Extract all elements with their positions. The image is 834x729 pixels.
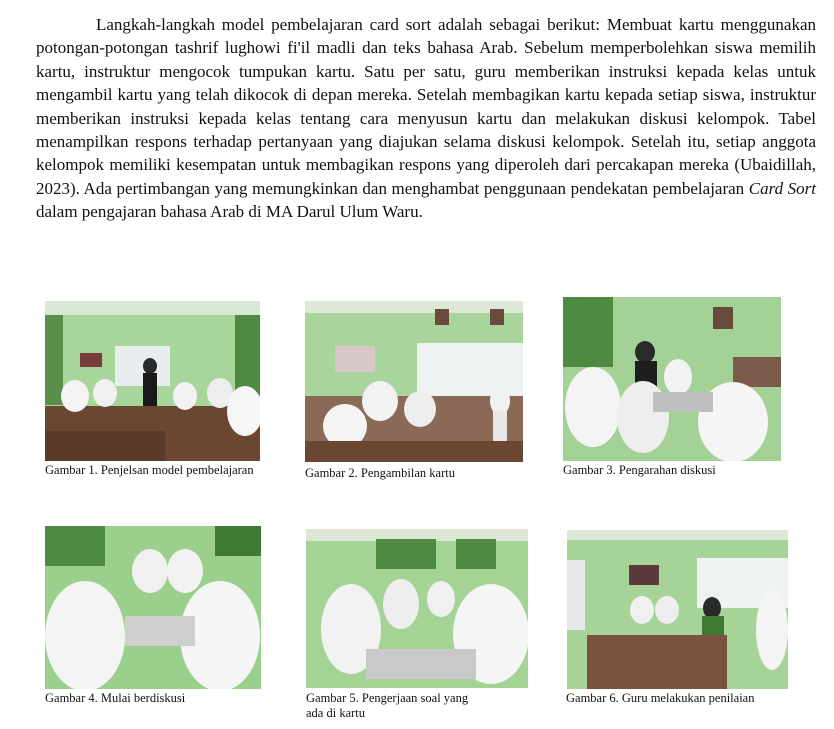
- photo-3: [563, 297, 781, 461]
- caption-6: Gambar 6. Guru melakukan penilaian: [566, 691, 755, 705]
- body-paragraph: [36, 13, 816, 224]
- photo-4: [45, 526, 261, 689]
- caption-3: Gambar 3. Pengarahan diskusi: [563, 463, 716, 477]
- photo-1: [45, 301, 260, 461]
- caption-5: Gambar 5. Pengerjaan soal yang ada di kartu: [306, 691, 469, 720]
- caption-2: Gambar 2. Pengambilan kartu: [305, 466, 455, 480]
- caption-4: Gambar 4. Mulai berdiskusi: [45, 691, 186, 705]
- photo-2: [305, 301, 523, 462]
- caption-1: Gambar 1. Penjelsan model pembelajaran: [45, 463, 254, 477]
- paragraph-italic-term: Card Sort: [748, 178, 816, 198]
- paragraph-text: Langkah-langkah model pembelajaran card sort adalah sebagai berikut: Membuat kartu menggunakan potongan-potongan tashrif lughowi fi'il madli dan teks bahasa Arab. Sebelum memperbolehkan siswa memilih kartu, instruktur mengocok tumpukan kartu. Satu per satu, guru memberikan instruksi kepada kelas untuk mengambil kartu yang telah dikocok di depan mereka. Setelah membagikan kartu kepada setiap siswa, instruktur memberikan instruksi kepada kelas tentang cara menyusun kartu dan melakukan diskusi kelompok. Tabel menampilkan respons terhadap pertanyaan yang diajukan selama diskusi kelompok. Setelah itu, setiap anggota kelompok memiliki kesempatan untuk membagikan respons yang diperoleh dari percakapan mereka (Ubaidillah, 2023). Ada pertimbangan yang memungkinkan dan menghambat penggunaan pendekatan pembelajaran: [36, 15, 816, 198]
- photo-6: [567, 530, 788, 689]
- photo-5: [306, 529, 528, 688]
- paragraph-text-end: dalam pengajaran bahasa Arab di MA Darul Ulum Waru.: [36, 202, 423, 222]
